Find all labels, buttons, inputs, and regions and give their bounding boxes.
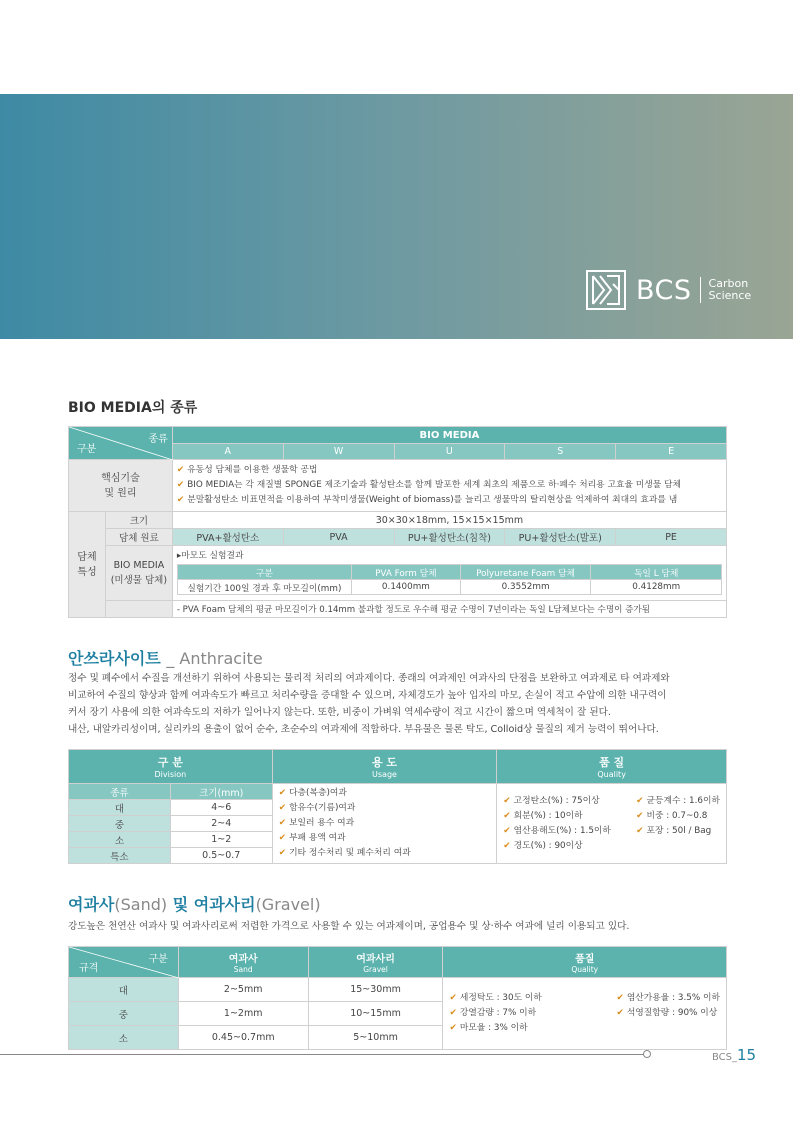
core-item [177,493,722,508]
header-gubun: 구분 [77,444,97,455]
quality-text: 강열감량 : 7% 이하 [459,1008,537,1018]
h-type: 종류 [69,784,171,800]
check-icon: ✔ [176,495,185,505]
h-size: 크기(mm) [170,784,272,800]
test-table [177,564,722,595]
row-type: 중 [69,816,171,832]
header-gubun: 구분 [148,954,168,965]
sand-gravel-description: 강도높은 천연산 여과사 및 여과사리로써 저렴한 가격으로 사용할 수 있는 여과제이며, 공업용수 및 상·하수 여과에 널리 이용되고 있다. [68,921,630,932]
h-usage-en: Usage [372,770,397,779]
sand-gravel-table [68,946,727,1050]
h-usage [272,750,497,784]
check-icon: ✔ [176,480,185,490]
title-en-sand: (Sand) [114,895,168,914]
row-type: 중 [69,1002,179,1026]
test-pu: 0.3552mm [460,580,591,595]
usage-text: 다층(복층)여과 [289,788,347,798]
core-item-text: 분말활성탄소 비표면적을 이용하여 부착미생물(Weight of biomass)를 늘리고 생물막의 탈리현상을 억제하여 최대의 효과를 냄 [187,495,678,505]
title-and: 및 [167,895,194,914]
row-type: 소 [69,1026,179,1050]
check-icon: ✔ [278,818,287,828]
quality-list-right [636,794,720,854]
note-spacer [105,601,172,618]
size-value: 30×30×18mm, 15×15×15mm [172,512,726,529]
usage-item [279,831,491,846]
h-gravel-en: Gravel [363,965,388,974]
quality-item [503,839,611,854]
sand-gravel-title [68,892,321,915]
row-gravel: 10~15mm [308,1002,443,1026]
logo-divider [700,277,701,303]
row-sand: 2~5mm [178,978,308,1002]
check-icon: ✔ [503,825,511,836]
usage-text: 보일러 용수 여과 [289,818,355,828]
check-icon: ✔ [278,848,287,858]
quality-text: 염산용해도(%) : 1.5이하 [513,825,611,836]
size-label: 크기 [105,512,172,529]
check-icon: ✔ [278,803,287,813]
page-prefix: BCS_ [712,1052,738,1063]
quality-list-left [503,794,611,854]
company-logo [586,270,751,310]
logo-sub-2: Science [708,289,752,302]
col-u: U [394,444,505,460]
para-line: 정수 및 폐수에서 수질을 개선하기 위하여 사용되는 물리적 처리의 여과제이다. 종래의 여과제인 여과사의 단점을 보완하고 여과제로 타 여과제와 [68,673,670,684]
check-icon: ✔ [616,1008,624,1018]
carrier-label: 담체 특성 [69,512,106,618]
check-icon: ✔ [278,833,287,843]
quality-text: 회분(%) : 10이하 [513,810,583,821]
quality-text: 염산가용율 : 3.5% 이하 [626,993,720,1003]
usage-item [279,816,491,831]
check-icon: ✔ [636,825,644,836]
row-size: 0.5~0.7 [170,848,272,864]
h-quality-en: Quality [597,770,626,779]
check-icon: ✔ [449,1008,457,1018]
quality-item [503,794,611,809]
quality-item [449,991,541,1006]
usage-item [279,846,491,861]
check-icon: ✔ [636,810,644,821]
core-item [177,463,722,478]
page-number [712,1046,756,1064]
quality-text: 균등계수 : 1.6이하 [646,795,720,806]
quality-text: 포장 : 50l / Bag [646,825,712,836]
usage-list [279,786,491,861]
bcs-logo-icon [586,270,626,310]
test-l: 0.4128mm [591,580,722,595]
header-biomedia: BIO MEDIA [172,427,726,444]
h-sand [178,947,308,978]
anthracite-title-ko: 안쓰라사이트 [68,649,161,668]
material-a: PVA+활성탄소 [172,529,283,546]
logo-subtitle [709,278,752,302]
h-division-en: Division [154,770,187,779]
test-h-pu: Polyuretane Foam 담체 [460,565,591,580]
material-w: PVA [283,529,394,546]
row-type: 대 [69,800,171,816]
footer-line [0,1054,645,1055]
row-sand: 0.45~0.7mm [178,1026,308,1050]
row-type: 소 [69,832,171,848]
para-line: 커서 장기 사용에 의한 여과속도의 저하가 일어나지 않는다. 또한, 비중이 가벼워 역세수량이 적고 시간이 짧으며 역세척이 잘 된다. [68,707,611,718]
title-ko-gravel: 여과사리 [193,895,256,914]
quality-item [503,824,611,839]
anthracite-description [68,670,728,738]
quality-item [636,809,720,824]
h-quality-ko: 품 질 [599,756,625,769]
check-icon: ✔ [503,795,511,806]
core-item-text: BIO MEDIA는 각 재질별 SPONGE 제조기술과 활성탄소를 함께 발포한 세계 최초의 제품으로 하·폐수 처리용 고효율 미생물 담체 [187,480,682,490]
h-sand-en: Sand [233,965,253,974]
material-s: PU+활성탄소(발포) [505,529,616,546]
test-h-gubun: 구분 [177,565,351,580]
usage-text: 기타 정수처리 및 폐수처리 여과 [289,848,411,858]
h-gravel-ko: 여과사리 [356,954,395,965]
check-icon: ✔ [636,795,644,806]
quality-item [449,1021,541,1036]
logo-text: BCS [636,274,692,306]
test-title: ▸마모도 실험결과 [176,551,244,561]
core-item-text: 유동성 담체를 이용한 생물학 공법 [187,465,318,475]
header-spec: 규격 [79,963,99,974]
row-gravel: 15~30mm [308,978,443,1002]
material-e: PE [616,529,727,546]
biomedia-label: BIO MEDIA (미생물 담체) [105,546,172,601]
h-sand-ko: 여과사 [228,954,258,965]
header-diagonal-cell [69,947,179,978]
quality-item [616,991,720,1006]
quality-text: 비중 : 0.7~0.8 [646,810,708,821]
header-kind: 종류 [148,434,168,445]
para-line: 비교하여 수질의 향상과 함께 여과속도가 빠르고 처리수량을 증대할 수 있으며, 자체경도가 높아 입자의 마모, 손실이 적고 수압에 의한 내구력이 [68,690,667,701]
check-icon: ✔ [449,1023,457,1033]
title-ko-sand: 여과사 [68,895,115,914]
quality-text: 석영질함량 : 90% 이상 [626,1008,718,1018]
logo-sub-1: Carbon [708,277,749,290]
check-icon: ✔ [503,810,511,821]
footer-circle [643,1050,651,1058]
row-type: 특소 [69,848,171,864]
col-s: S [505,444,616,460]
h-gravel [308,947,443,978]
test-note: - PVA Foam 담체의 평균 마모길이가 0.14mm 불과할 정도로 우수해 평균 수명이 7년이라는 독일 L담체보다는 수명이 증가됨 [172,601,726,618]
para-line: 내산, 내알카리성이며, 실리카의 용출이 없어 순수, 초순수의 여과제에 적합하다. 부유물은 물론 탁도, Colloid상 물질의 제거 능력이 뛰어나다. [68,724,659,735]
usage-item [279,786,491,801]
quality-text: 마모율 : 3% 이하 [459,1023,528,1033]
biomedia-title: BIO MEDIA의 종류 [68,400,198,416]
quality-item [503,809,611,824]
material-u: PU+활성탄소(침착) [394,529,505,546]
usage-item [279,801,491,816]
test-row-label: 실험기간 100일 경과 후 마모길이(mm) [177,580,351,595]
usage-text: 함유수(기름)여과 [289,803,356,813]
core-tech-label: 핵심기술 및 원리 [69,460,173,512]
h-division-ko: 구 분 [157,756,183,769]
check-icon: ✔ [503,840,511,851]
material-label: 담체 원료 [105,529,172,546]
quality-text: 세정탁도 : 30도 이하 [459,993,542,1003]
quality-item [449,1006,541,1021]
h-usage-ko: 용 도 [371,756,398,769]
h-quality-en: Quality [571,965,599,974]
quality-list-right [616,991,720,1036]
row-size: 4~6 [170,800,272,816]
h-quality [443,947,727,978]
row-size: 2~4 [170,816,272,832]
check-icon: ✔ [176,465,185,475]
col-e: E [616,444,727,460]
check-icon: ✔ [616,993,624,1003]
anthracite-table [68,749,727,864]
anthracite-title [68,646,263,669]
quality-item [636,824,720,839]
row-sand: 1~2mm [178,1002,308,1026]
quality-list-left [449,991,541,1036]
biomedia-table [68,426,727,618]
check-icon: ✔ [449,993,457,1003]
h-division [69,750,273,784]
page-number-value: 15 [737,1046,757,1064]
title-en-gravel: (Gravel) [255,895,321,914]
row-gravel: 5~10mm [308,1026,443,1050]
test-h-pva: PVA Form 담체 [351,565,460,580]
col-w: W [283,444,394,460]
core-item [177,478,722,493]
row-size: 1~2 [170,832,272,848]
test-h-l: 독일 L 담체 [591,565,722,580]
h-quality [497,750,727,784]
header-diagonal-cell [69,427,173,460]
h-quality-ko: 품질 [575,954,595,965]
check-icon: ✔ [278,788,287,798]
quality-text: 고정탄소(%) : 75이상 [513,795,600,806]
usage-text: 부패 용액 여과 [289,833,346,843]
anthracite-title-en: _ Anthracite [166,649,263,668]
quality-text: 경도(%) : 90이상 [513,840,583,851]
core-tech-list [177,463,722,508]
quality-item [636,794,720,809]
col-a: A [172,444,283,460]
row-type: 대 [69,978,179,1002]
test-pva: 0.1400mm [351,580,460,595]
quality-item [616,1006,720,1021]
